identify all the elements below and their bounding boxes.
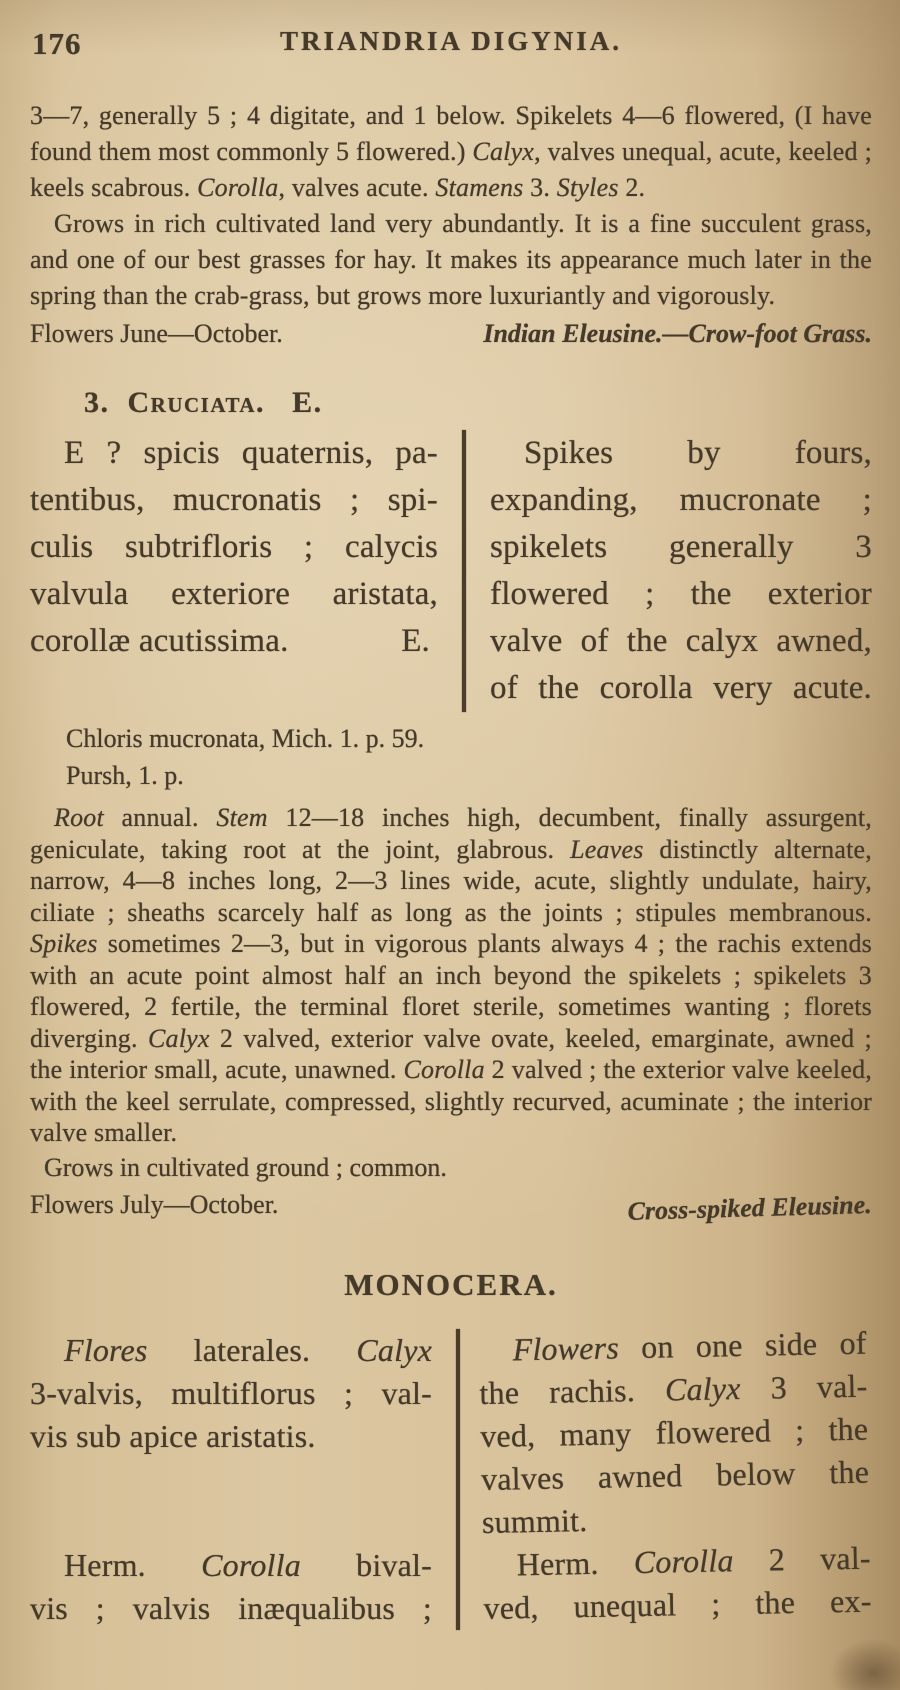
page-number: 176 <box>32 26 82 61</box>
flowering-line <box>30 316 872 352</box>
text-segment: ved, unequal ; the ex- <box>483 1582 872 1626</box>
text-segment: Grows in rich cultivated land very abundantly. It is a fine succulent grass, and one of our best grasses for hay. It makes its appearance much later in the spring than the crab-grass, but grows more luxuriantly and vigorously. <box>30 209 872 310</box>
latin-line <box>30 1372 432 1415</box>
latin-line <box>30 618 438 665</box>
page-header <box>30 26 872 70</box>
english-line <box>490 430 872 477</box>
text-segment: Corolla <box>403 1055 485 1084</box>
paragraph-species-description-tail <box>30 98 872 206</box>
text-segment: 3-valvis, multiflorus ; val- <box>30 1374 432 1411</box>
text-segment: E ? spicis quaternis, pa- <box>64 435 438 471</box>
text-segment: vis sub apice aristatis. <box>30 1417 316 1454</box>
english-column <box>478 1321 872 1629</box>
text-segment: 3 val- <box>740 1367 868 1406</box>
text-segment: Calyx <box>472 137 535 166</box>
text-segment: ved, many flowered ; the <box>479 1410 869 1454</box>
text-segment: expanding, mucronate ; <box>490 482 872 518</box>
text-segment: vis ; valvis inæqualibus ; <box>30 1589 432 1626</box>
text-segment: Spikes <box>30 929 98 958</box>
common-name: Indian Eleusine.—Crow-foot Grass. <box>483 319 872 348</box>
column-gap <box>438 430 490 712</box>
text-segment: summit. <box>481 1501 588 1540</box>
column-gap <box>432 1329 484 1630</box>
text-segment: tentibus, mucronatis ; spi- <box>30 482 438 518</box>
text-segment: on one side of <box>618 1324 867 1365</box>
text-segment: Cruciata. <box>127 386 266 419</box>
text-segment: valves awned below the <box>480 1453 870 1497</box>
text-segment: , valves acute. <box>278 173 436 202</box>
text-segment: Herm. <box>64 1546 202 1583</box>
latin-line <box>30 1544 432 1587</box>
text-segment: Flowers <box>512 1328 620 1367</box>
text-segment: of the corolla very acute. <box>490 670 872 706</box>
species-heading-cruciata <box>84 386 872 420</box>
latin-line <box>30 477 438 524</box>
english-column <box>490 430 872 712</box>
english-line <box>490 524 872 571</box>
latin-column <box>30 430 438 712</box>
text-segment: 3—7, generally 5 ; 4 digitate, and 1 below. Spikelets 4—6 flowered, (I have found them most commonly 5 flowered.) <box>30 101 872 166</box>
text-segment: laterales. <box>147 1331 357 1368</box>
latin-line <box>30 430 438 477</box>
text-segment: sometimes 2—3, but in vigorous plants always 4 ; the rachis extends with an acute point almost half an inch beyond the spikelets ; spikelets 3 flowered, 2 fertile, the terminal floret sterile, sometimes wanting ; florets diverging. <box>30 929 872 1053</box>
english-line <box>482 1536 871 1586</box>
english-line <box>490 665 872 712</box>
flowering-months: Flowers June—October. <box>30 319 283 348</box>
author-letter: E. <box>401 623 430 659</box>
text-segment: Corolla <box>633 1541 734 1580</box>
text-segment: Flores <box>64 1331 148 1368</box>
english-line <box>490 618 872 665</box>
text-segment: Calyx <box>147 1023 210 1053</box>
column-divider-rule <box>456 1329 460 1630</box>
text-segment: 2 valved, exterior valve ovate, keeled, emarginate, awned ; the interior small, acute, unawned. <box>30 1023 872 1084</box>
latin-line <box>30 1587 432 1630</box>
english-line <box>479 1364 868 1414</box>
text-segment: Calyx <box>664 1369 741 1407</box>
column-divider-rule <box>462 430 466 712</box>
text-segment: Spikes by fours, <box>524 435 872 471</box>
latin-line-blank <box>30 1458 432 1501</box>
latin-line-text: corollæ acutissima. <box>30 623 289 659</box>
flowering-line <box>30 1187 872 1226</box>
text-segment: flowered ; the exterior <box>490 576 872 612</box>
synonym-citation: Chloris mucronata, Mich. 1. p. 59. <box>66 724 425 753</box>
text-segment: E. <box>265 386 323 419</box>
text-segment: 3. <box>84 386 128 419</box>
latin-line <box>30 524 438 571</box>
latin-line <box>30 571 438 618</box>
genus-heading-monocera: MONOCERA. <box>344 1266 558 1302</box>
text-segment: Herm. <box>516 1543 635 1582</box>
text-segment: Calyx <box>356 1331 432 1368</box>
text-segment: 2 valved ; the exterior valve keeled, with the keel serrulate, compressed, slightly recurved, acuminate ; the interior valve smaller. <box>30 1055 872 1147</box>
latin-line <box>30 1415 432 1458</box>
text-segment: Corolla <box>201 1546 301 1583</box>
habitat-line: Grows in cultivated ground ; common. <box>44 1152 447 1182</box>
text-segment: valve of the calyx awned, <box>490 623 872 659</box>
text-segment: Leaves <box>570 834 644 864</box>
english-line <box>478 1321 867 1371</box>
text-segment: 2 val- <box>733 1539 872 1578</box>
two-column-genus-character <box>30 1324 872 1630</box>
text-segment: Corolla <box>197 173 279 202</box>
text-segment: Root <box>54 803 104 832</box>
text-segment: 12—18 inches high, decumbent, finally assurgent, geniculate, taking root at the joint, glabrous. <box>30 803 872 864</box>
two-column-diagnosis <box>30 430 872 712</box>
text-segment: , valves unequal, acute, keeled ; keels scabrous. <box>30 137 872 202</box>
text-segment: distinctly alternate, narrow, 4—8 inches long, 2—3 lines wide, acute, slightly undulate, hairy, ciliate ; sheaths scarcely half as long as the joints ; stipules membranous. <box>30 834 872 927</box>
latin-column <box>30 1329 432 1630</box>
english-line <box>482 1493 871 1543</box>
text-segment: 2. <box>618 173 646 202</box>
text-segment: 3. <box>523 173 557 202</box>
text-segment: valvula exteriore aristata, <box>30 576 438 612</box>
synonym-citation: Pursh, 1. p. <box>66 761 184 790</box>
english-line <box>483 1579 872 1629</box>
text-segment: annual. <box>103 803 217 832</box>
english-line <box>490 571 872 618</box>
english-line <box>480 1407 869 1457</box>
english-line <box>490 477 872 524</box>
text-segment: the rachis. <box>479 1370 666 1411</box>
text-segment: Stamens <box>435 173 524 202</box>
common-name: Cross-spiked Eleusine. <box>627 1189 872 1226</box>
text-segment: Stem <box>216 803 268 832</box>
text-segment: spikelets generally 3 <box>490 529 872 565</box>
text-segment: bival- <box>300 1546 432 1583</box>
text-segment: culis subtrifloris ; calycis <box>30 529 438 565</box>
latin-line-blank <box>30 1501 432 1544</box>
paragraph-habitat <box>30 206 872 314</box>
latin-line <box>30 1329 432 1372</box>
running-title: TRIANDRIA DIGYNIA. <box>279 26 623 56</box>
text-segment: Styles <box>556 173 619 202</box>
english-line <box>481 1450 870 1500</box>
paragraph-botanical-description <box>30 802 872 1149</box>
flowering-months: Flowers July—October. <box>30 1189 279 1219</box>
